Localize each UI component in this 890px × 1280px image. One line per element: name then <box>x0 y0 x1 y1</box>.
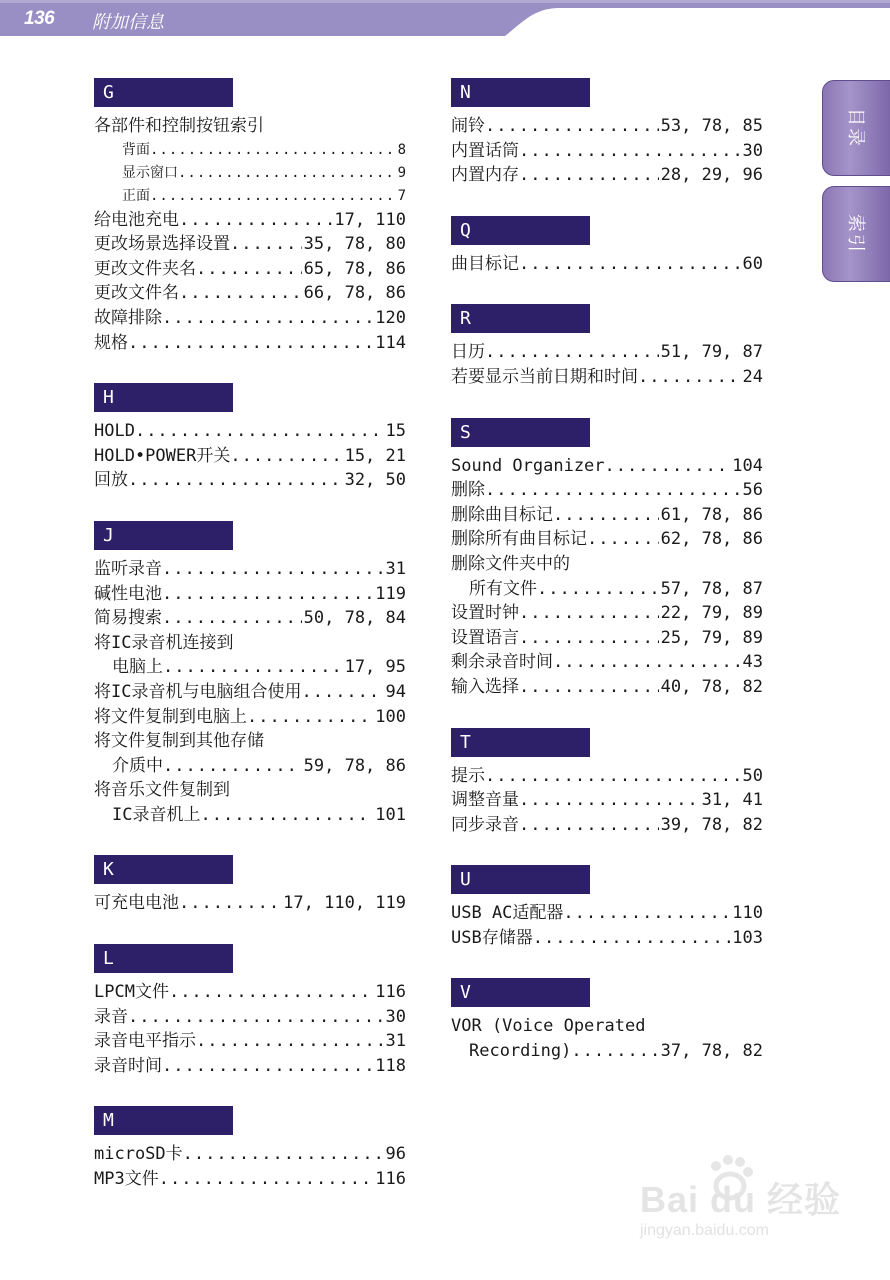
watermark <box>632 1150 842 1250</box>
section-letter: Q <box>451 216 590 245</box>
index-entry[interactable] <box>94 468 406 493</box>
entry-pages: 17, 110 <box>334 209 406 230</box>
index-section-v <box>451 978 763 1063</box>
dot-leader <box>553 503 659 528</box>
index-entry[interactable] <box>94 331 406 356</box>
entry-pages: 50 <box>742 765 763 786</box>
entry-pages: 53, 78, 85 <box>660 116 763 136</box>
index-entry[interactable] <box>451 901 763 926</box>
dot-leader <box>247 705 373 730</box>
dot-leader <box>196 1029 384 1054</box>
entry-term: 更改文件夹名 <box>94 258 196 279</box>
index-entry[interactable] <box>94 232 406 257</box>
entry-term: IC录音机上 <box>112 804 201 825</box>
dot-leader <box>163 754 302 779</box>
entry-term: LPCM文件 <box>94 982 169 1003</box>
dot-leader <box>519 675 659 700</box>
dot-leader <box>519 252 741 277</box>
section-title: 附加信息 <box>92 12 164 33</box>
entry-term: USB AC适配器 <box>451 903 564 924</box>
entry-pages: 32, 50 <box>344 470 406 491</box>
entry-term: 输入选择 <box>451 676 519 697</box>
entry-term: 内置话筒 <box>451 140 519 161</box>
tab-toc-label: 目录 <box>844 108 866 148</box>
index-entry[interactable] <box>451 788 763 813</box>
entry-term: 显示窗口 <box>122 164 178 181</box>
dot-leader <box>571 1039 658 1064</box>
entry-pages: 8 <box>397 141 406 158</box>
index-section-m <box>94 1106 406 1191</box>
index-section-s <box>451 418 763 700</box>
entry-pages: 39, 78, 82 <box>660 814 763 835</box>
index-column-right <box>451 78 763 1092</box>
index-entry[interactable] <box>451 340 763 365</box>
index-section-h <box>94 383 406 493</box>
section-letter: T <box>451 728 590 757</box>
entry-pages: 43 <box>742 652 763 673</box>
index-entry-heading: 将音乐文件复制到 <box>94 780 230 801</box>
entry-term: 正面 <box>122 187 150 204</box>
index-entry-heading: 将IC录音机连接到 <box>94 632 234 653</box>
entry-term: 设置语言 <box>451 627 519 648</box>
dot-leader <box>200 803 373 828</box>
index-entry[interactable] <box>94 655 406 680</box>
index-entry[interactable] <box>451 926 763 951</box>
dot-leader <box>150 139 398 162</box>
index-column-left <box>94 78 406 1220</box>
index-entry[interactable] <box>94 1054 406 1079</box>
entry-pages: 100 <box>375 706 406 727</box>
entry-term: 监听录音 <box>94 558 162 579</box>
entry-term: 更改场景选择设置 <box>94 234 230 255</box>
dot-leader <box>605 454 731 479</box>
index-entry[interactable] <box>94 208 406 233</box>
entry-term: 电脑上 <box>112 657 163 678</box>
entry-pages: 119 <box>375 583 406 604</box>
entry-pages: 116 <box>375 1169 406 1190</box>
entry-term: Recording) <box>469 1041 572 1062</box>
dot-leader <box>230 232 302 257</box>
index-entry[interactable] <box>451 478 763 503</box>
header-band <box>0 0 890 36</box>
entry-pages: 65, 78, 86 <box>303 258 406 279</box>
entry-term: 更改文件名 <box>94 283 179 304</box>
tab-index[interactable] <box>822 186 890 282</box>
entry-pages: 66, 78, 86 <box>303 283 406 304</box>
index-entry[interactable] <box>94 419 406 444</box>
dot-leader <box>519 813 659 838</box>
dot-leader <box>485 764 741 789</box>
index-entry[interactable] <box>94 606 406 631</box>
entry-pages: 25, 79, 89 <box>660 627 763 648</box>
entry-pages: 60 <box>742 253 763 274</box>
dot-leader <box>230 444 342 469</box>
index-sub-entry[interactable] <box>94 139 406 162</box>
index-entry[interactable] <box>451 252 763 277</box>
dot-leader <box>162 1054 373 1079</box>
index-entry-heading: 将文件复制到其他存储 <box>94 731 264 752</box>
entry-pages: 118 <box>375 1055 406 1076</box>
tab-index-label: 索引 <box>844 214 866 254</box>
dot-leader <box>179 891 281 916</box>
index-entry[interactable] <box>94 754 406 779</box>
dot-leader <box>128 1005 384 1030</box>
section-letter: V <box>451 978 590 1007</box>
entry-term: HOLD <box>94 421 135 442</box>
entry-term: 闹铃 <box>451 116 485 136</box>
index-entry[interactable] <box>451 365 763 390</box>
section-letter: J <box>94 521 233 550</box>
entry-term: 给电池充电 <box>94 209 179 230</box>
entry-term: 录音 <box>94 1006 128 1027</box>
dot-leader <box>519 163 659 188</box>
entry-term: 若要显示当前日期和时间 <box>451 366 638 387</box>
index-entry[interactable] <box>94 582 406 607</box>
section-letter: L <box>94 944 233 973</box>
entry-term: MP3文件 <box>94 1169 159 1190</box>
index-entry[interactable] <box>451 1039 763 1064</box>
entry-term: 介质中 <box>112 755 163 776</box>
entry-pages: 50, 78, 84 <box>303 608 406 629</box>
dot-leader <box>519 788 700 813</box>
dot-leader <box>519 139 741 164</box>
entry-pages: 30 <box>742 140 763 161</box>
index-entry[interactable] <box>94 1167 406 1192</box>
index-entry[interactable] <box>451 577 763 602</box>
entry-term: 背面 <box>122 141 150 158</box>
dot-leader <box>162 306 373 331</box>
section-letter: U <box>451 865 590 894</box>
watermark-url: jingyan.baidu.com <box>640 1222 769 1239</box>
index-section-j <box>94 521 406 828</box>
entry-pages: 17, 110, 119 <box>283 893 406 914</box>
index-section-q <box>451 216 763 277</box>
index-entry[interactable] <box>451 650 763 675</box>
dot-leader <box>183 1142 384 1167</box>
index-entry[interactable] <box>94 803 406 828</box>
entry-term: 提示 <box>451 765 485 786</box>
index-sub-entry[interactable] <box>94 185 406 208</box>
entry-pages: 7 <box>397 187 406 204</box>
index-entry[interactable] <box>451 503 763 528</box>
index-entry[interactable] <box>451 601 763 626</box>
tab-toc[interactable] <box>822 80 890 176</box>
index-entry[interactable] <box>451 675 763 700</box>
dot-leader <box>553 650 741 675</box>
entry-term: 简易搜索 <box>94 608 162 629</box>
index-section-k <box>94 855 406 916</box>
entry-pages: 30 <box>385 1006 406 1027</box>
index-entry[interactable] <box>451 454 763 479</box>
dot-leader <box>519 626 659 651</box>
entry-pages: 104 <box>732 455 763 476</box>
index-entry[interactable] <box>94 680 406 705</box>
entry-term: 删除 <box>451 480 485 501</box>
dot-leader <box>301 680 383 705</box>
entry-pages: 61, 78, 86 <box>660 504 763 525</box>
dot-leader <box>128 468 343 493</box>
entry-term: HOLD•POWER开关 <box>94 445 231 466</box>
entry-term: 可充电电池 <box>94 893 179 914</box>
index-section-u <box>451 865 763 950</box>
index-section-g <box>94 78 406 355</box>
entry-pages: 9 <box>397 164 406 181</box>
dot-leader <box>163 655 343 680</box>
section-letter: S <box>451 418 590 447</box>
index-section-n <box>451 78 763 188</box>
entry-term: 删除曲目标记 <box>451 504 553 525</box>
entry-pages: 57, 78, 87 <box>660 578 763 599</box>
dot-leader <box>537 577 659 602</box>
entry-pages: 51, 79, 87 <box>660 342 763 363</box>
entry-term: 规格 <box>94 332 128 353</box>
index-entry[interactable] <box>94 257 406 282</box>
entry-pages: 120 <box>375 307 406 328</box>
entry-term: 录音时间 <box>94 1055 162 1076</box>
entry-pages: 103 <box>732 927 763 948</box>
entry-pages: 116 <box>375 982 406 1003</box>
entry-pages: 24 <box>742 366 763 387</box>
dot-leader <box>485 114 659 139</box>
entry-term: 回放 <box>94 470 128 491</box>
entry-pages: 22, 79, 89 <box>660 603 763 624</box>
index-entry[interactable] <box>94 444 406 469</box>
index-entry-heading: 各部件和控制按钮索引 <box>94 116 264 136</box>
entry-pages: 114 <box>375 332 406 353</box>
dot-leader <box>519 601 659 626</box>
dot-leader <box>128 331 373 356</box>
index-entry[interactable] <box>94 557 406 582</box>
index-entry[interactable] <box>451 114 763 139</box>
entry-pages: 28, 29, 96 <box>660 165 763 186</box>
section-letter: N <box>451 78 590 107</box>
index-sub-entry[interactable] <box>94 162 406 185</box>
dot-leader <box>587 527 659 552</box>
entry-term: 删除所有曲目标记 <box>451 529 587 550</box>
entry-term: USB存储器 <box>451 927 533 948</box>
entry-pages: 101 <box>375 804 406 825</box>
entry-term: 内置内存 <box>451 165 519 186</box>
dot-leader <box>533 926 731 951</box>
page-number: 136 <box>24 8 55 29</box>
index-entry[interactable] <box>94 980 406 1005</box>
entry-pages: 62, 78, 86 <box>660 529 763 550</box>
entry-term: microSD卡 <box>94 1144 183 1165</box>
entry-pages: 110 <box>732 903 763 924</box>
entry-pages: 40, 78, 82 <box>660 676 763 697</box>
dot-leader <box>169 980 373 1005</box>
index-entry[interactable] <box>94 705 406 730</box>
section-letter: H <box>94 383 233 412</box>
dot-leader <box>150 185 398 208</box>
index-entry[interactable] <box>451 813 763 838</box>
dot-leader <box>485 340 659 365</box>
entry-pages: 56 <box>742 480 763 501</box>
dot-leader <box>563 901 730 926</box>
index-entry[interactable] <box>451 163 763 188</box>
entry-pages: 31 <box>385 558 406 579</box>
entry-term: 调整音量 <box>451 790 519 811</box>
section-letter: M <box>94 1106 233 1135</box>
index-section-t <box>451 728 763 838</box>
entry-term: 同步录音 <box>451 814 519 835</box>
index-entry[interactable] <box>94 891 406 916</box>
entry-term: 曲目标记 <box>451 253 519 274</box>
entry-term: 所有文件 <box>469 578 537 599</box>
dot-leader <box>162 606 302 631</box>
section-letter: K <box>94 855 233 884</box>
index-entry[interactable] <box>94 1029 406 1054</box>
index-entry[interactable] <box>451 139 763 164</box>
dot-leader <box>179 208 332 233</box>
entry-pages: 94 <box>385 681 406 702</box>
index-entry[interactable] <box>451 626 763 651</box>
index-entry[interactable] <box>94 281 406 306</box>
entry-pages: 15, 21 <box>344 445 406 466</box>
entry-pages: 31, 41 <box>701 790 763 811</box>
dot-leader <box>162 557 384 582</box>
entry-term: 设置时钟 <box>451 603 519 624</box>
entry-pages: 15 <box>385 421 406 442</box>
section-letter: G <box>94 78 233 107</box>
index-section-l <box>94 944 406 1078</box>
index-entry[interactable] <box>451 764 763 789</box>
entry-term: 碱性电池 <box>94 583 162 604</box>
dot-leader <box>179 281 302 306</box>
index-entry-heading: VOR (Voice Operated <box>451 1016 646 1037</box>
entry-pages: 96 <box>385 1144 406 1165</box>
index-entry-heading: 删除文件夹中的 <box>451 553 570 574</box>
entry-term: 将IC录音机与电脑组合使用 <box>94 681 302 702</box>
watermark-text: Bai du 经验 <box>640 1179 842 1220</box>
index-entry[interactable] <box>94 306 406 331</box>
dot-leader <box>485 478 741 503</box>
dot-leader <box>135 419 384 444</box>
index-section-r <box>451 304 763 389</box>
index-entry[interactable] <box>94 1142 406 1167</box>
entry-term: 日历 <box>451 342 485 363</box>
dot-leader <box>162 582 373 607</box>
entry-term: 故障排除 <box>94 307 162 328</box>
index-entry[interactable] <box>451 527 763 552</box>
entry-pages: 31 <box>385 1031 406 1052</box>
section-letter: R <box>451 304 590 333</box>
entry-pages: 17, 95 <box>344 657 406 678</box>
entry-term: Sound Organizer <box>451 455 605 476</box>
dot-leader <box>196 257 302 282</box>
index-entry[interactable] <box>94 1005 406 1030</box>
entry-pages: 35, 78, 80 <box>303 234 406 255</box>
dot-leader <box>159 1167 374 1192</box>
entry-pages: 37, 78, 82 <box>660 1041 763 1062</box>
dot-leader <box>178 162 398 185</box>
entry-term: 录音电平指示 <box>94 1031 196 1052</box>
entry-term: 将文件复制到电脑上 <box>94 706 247 727</box>
entry-term: 剩余录音时间 <box>451 652 553 673</box>
dot-leader <box>638 365 741 390</box>
entry-pages: 59, 78, 86 <box>303 755 406 776</box>
